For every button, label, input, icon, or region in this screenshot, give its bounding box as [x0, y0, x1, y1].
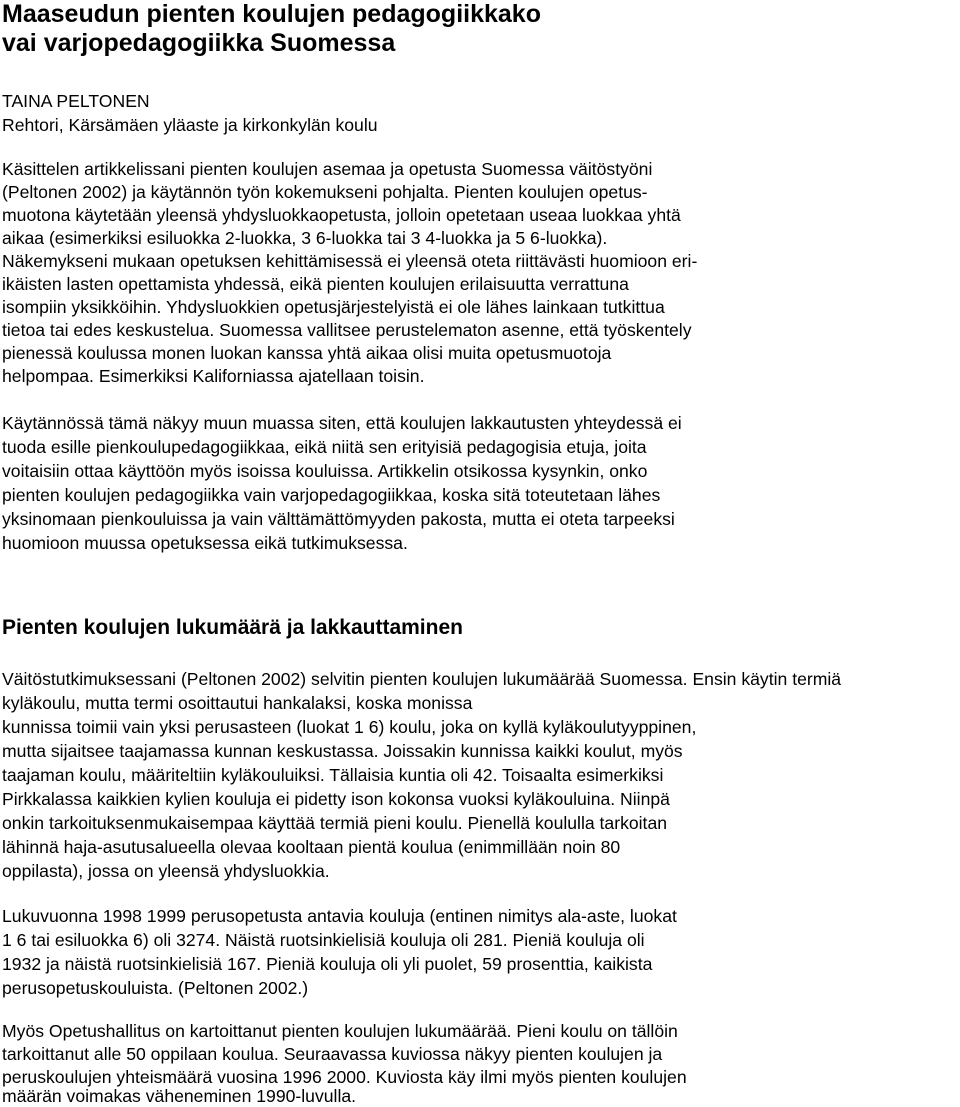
text-line: yksinomaan pienkouluissa ja vain välttämättömyyden pakosta, mutta ei oteta tarpeeksi [2, 509, 675, 529]
text-line: Väitöstutkimuksessani (Peltonen 2002) selvitin pienten koulujen lukumäärää Suomessa. Ensin käytin termiä [2, 669, 842, 689]
text-line: Lukuvuonna 1998 1999 perusopetusta antavia kouluja (entinen nimitys ala-aste, luokat [2, 906, 677, 926]
document-title [2, 0, 541, 58]
text-line: huomioon muussa opetuksessa eikä tutkimuksessa. [2, 533, 408, 553]
title-line-1: Maaseudun pienten koulujen pedagogiikkako [2, 0, 541, 28]
text-line: mutta sijaitsee taajamassa kunnan keskustassa. Joissakin kunnissa kaikki koulut, myös [2, 741, 683, 761]
text-line: aikaa (esimerkiksi esiluokka 2-luokka, 3 6-luokka tai 3 4-luokka ja 5 6-luokka). [2, 228, 608, 248]
text-line: (Peltonen 2002) ja käytännön työn kokemukseni pohjalta. Pienten koulujen opetus- [2, 182, 648, 202]
text-line: onkin tarkoituksenmukaisempaa käyttää termiä pieni koulu. Pienellä koululla tarkoitan [2, 813, 668, 833]
text-line: 1932 ja näistä ruotsinkielisiä 167. Pieniä kouluja oli yli puolet, 59 prosenttia, kaikista [2, 954, 653, 974]
text-line: tarkoittanut alle 50 oppilaan koulua. Seuraavassa kuviossa näkyy pienten koulujen ja [2, 1044, 663, 1064]
text-line: pienten koulujen pedagogiikka vain varjopedagogiikkaa, koska sitä toteutetaan lähes [2, 485, 661, 505]
title-line-2: vai varjopedagogiikka Suomessa [2, 29, 396, 57]
text-line: taajaman koulu, määriteltiin kyläkouluiksi. Tällaisia kuntia oli 42. Toisaalta esimerkiksi [2, 765, 664, 785]
text-line: lähinnä haja-asutusalueella olevaa kooltaan pientä koulua (enimmillään noin 80 [2, 837, 621, 857]
text-line: kyläkoulu, mutta termi osoittautui hankalaksi, koska monissa [2, 693, 473, 713]
text-line: muotona käytetään yleensä yhdysluokkaopetusta, jolloin opetetaan useaa luokkaa yhtä [2, 205, 681, 225]
text-line: Pirkkalassa kaikkien kylien kouluja ei pidetty ison kokonsa vuoksi kyläkouluina. Niinpä [2, 789, 670, 809]
text-line: pienessä koulussa monen luokan kanssa yhtä aikaa olisi muita opetusmuotoja [2, 343, 612, 363]
text-line: Käytännössä tämä näkyy muun muassa siten, että koulujen lakkautusten yhteydessä ei [2, 413, 682, 433]
text-line: helpompaa. Esimerkiksi Kaliforniassa ajatellaan toisin. [2, 366, 425, 386]
text-line: ikäisten lasten opettamista yhdessä, eikä pienten koulujen erilaisuutta verrattuna [2, 274, 629, 294]
text-line: Käsittelen artikkelissani pienten koulujen asemaa ja opetusta Suomessa väitöstyöni [2, 159, 653, 179]
text-line: perusopetuskouluista. (Peltonen 2002.) [2, 978, 309, 998]
author-affiliation: Rehtori, Kärsämäen yläaste ja kirkonkylän koulu [2, 115, 378, 135]
text-line: Näkemykseni mukaan opetuksen kehittämisessä ei yleensä oteta riittävästi huomioon eri- [2, 251, 698, 271]
text-line: oppilasta), jossa on yleensä yhdysluokkia. [2, 861, 330, 881]
text-line: kunnissa toimii vain yksi perusasteen (luokat 1 6) koulu, joka on kyllä kyläkoulutyyppinen, [2, 717, 697, 737]
text-line: peruskoulujen yhteismäärä vuosina 1996 2000. Kuviosta käy ilmi myös pienten koulujen [2, 1067, 687, 1087]
text-line: voitaisiin ottaa käyttöön myös isoissa kouluissa. Artikkelin otsikossa kysynkin, onko [2, 461, 648, 481]
author-name: TAINA PELTONEN [2, 91, 150, 111]
text-line: määrän voimakas väheneminen 1990-luvulla. [2, 1086, 357, 1106]
text-line: Myös Opetushallitus on kartoittanut pienten koulujen lukumäärää. Pieni koulu on tällöin [2, 1021, 678, 1041]
text-line: isompiin yksikköihin. Yhdysluokkien opetusjärjestelyistä ei ole lähes lainkaan tutkittua [2, 297, 665, 317]
text-line: tietoa tai edes keskustelua. Suomessa vallitsee perustelematon asenne, että työskentely [2, 320, 692, 340]
text-line: 1 6 tai esiluokka 6) oli 3274. Näistä ruotsinkielisiä kouluja oli 281. Pieniä kouluja oli [2, 930, 645, 950]
section-heading: Pienten koulujen lukumäärä ja lakkauttaminen [2, 616, 463, 639]
text-line: tuoda esille pienkoulupedagogiikkaa, eikä niitä sen erityisiä pedagogisia etuja, joita [2, 437, 647, 457]
